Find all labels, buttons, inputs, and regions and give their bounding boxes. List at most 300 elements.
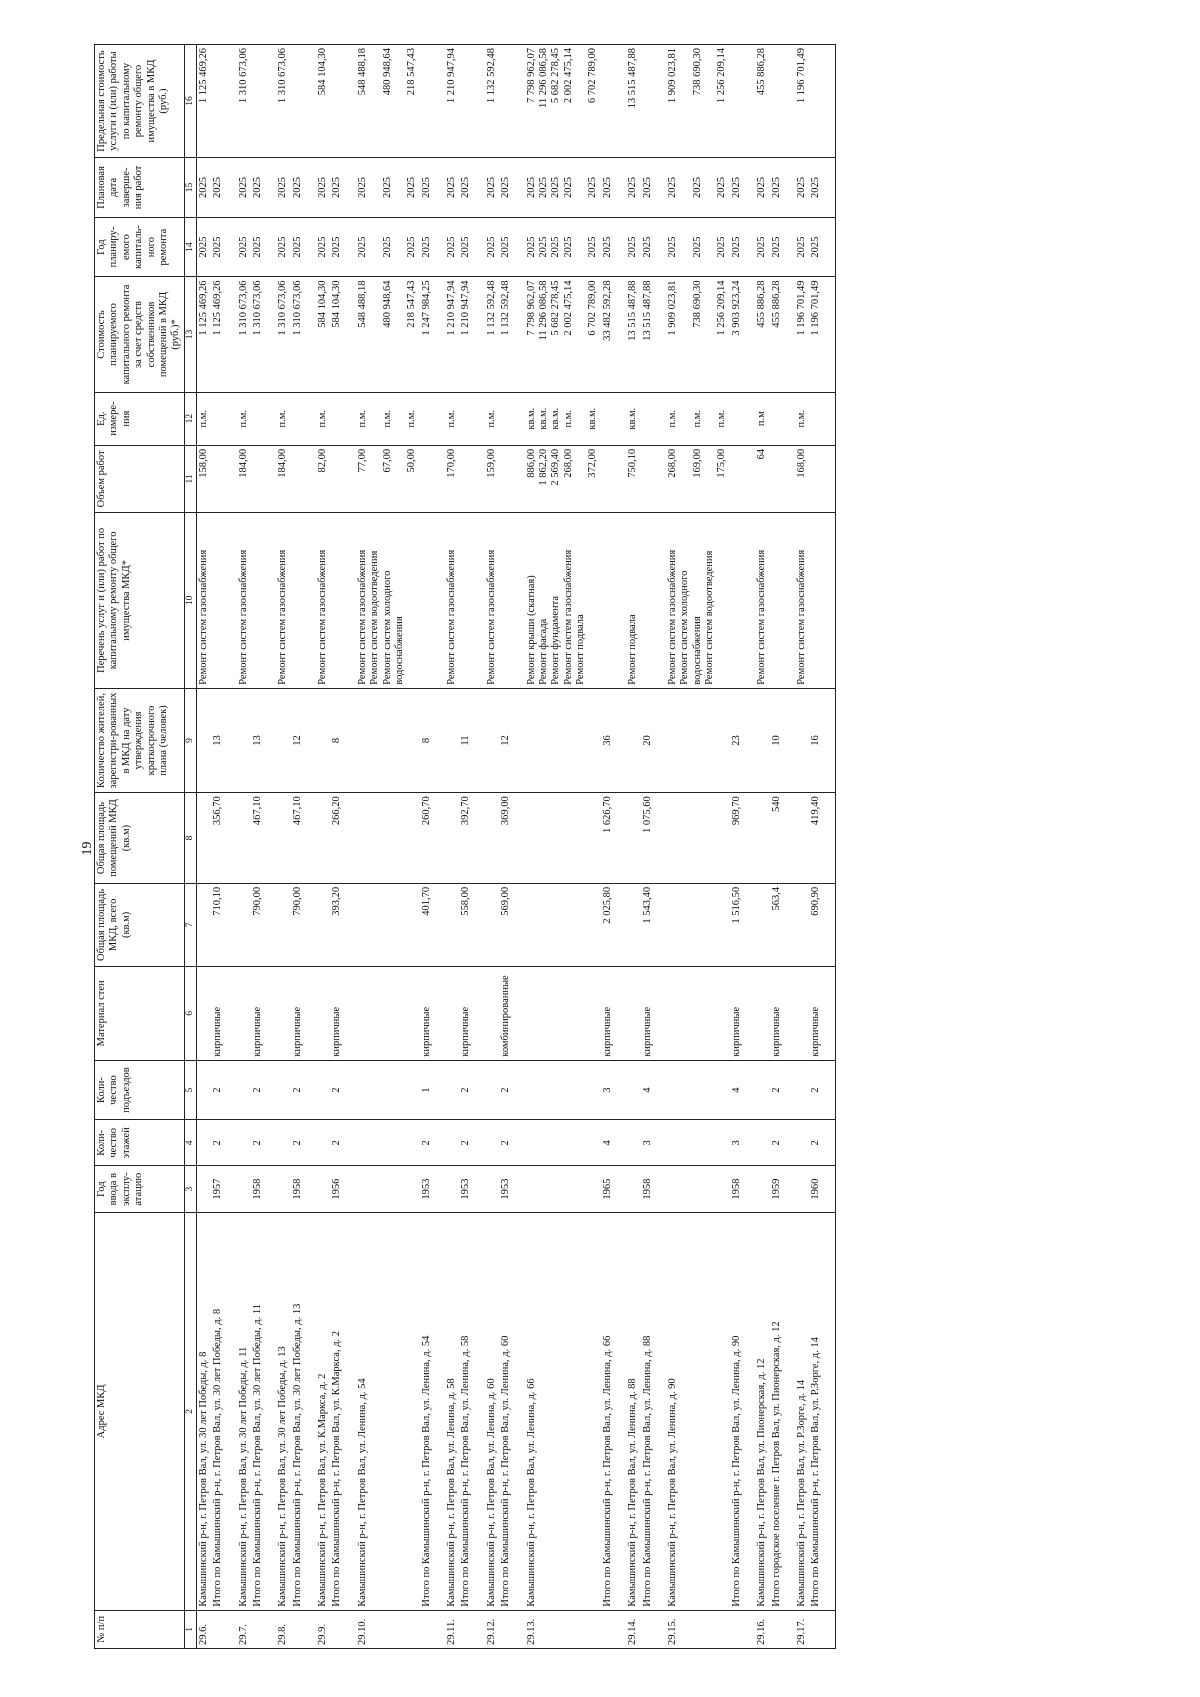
cell-limit: 455 886,28	[755, 45, 769, 158]
cell-area: 393,20	[330, 883, 355, 966]
cell-addr: Итого по Камышинский р-н, г. Петров Вал, ул. 30 лет Победы, д. 11	[251, 1213, 276, 1611]
cell-works: Ремонт систем газоснабжения	[795, 512, 809, 688]
cell-floors: 2	[459, 1120, 484, 1166]
cell-area-rooms: 1 075,60	[641, 793, 666, 884]
cell-works: Ремонт подвала	[626, 512, 640, 688]
cell-cost: 3 903 923,24	[730, 277, 755, 392]
empty-cell	[809, 445, 835, 512]
empty-cell	[291, 45, 316, 158]
cell-addr: Камышинский р-н, г. Петров Вал, ул. Пионерская, д. 12	[755, 1213, 769, 1611]
empty-cell	[499, 445, 524, 512]
empty-cell	[809, 1610, 835, 1648]
empty-cell	[211, 445, 236, 512]
cell-addr: Итого по Камышинский р-н, г. Петров Вал, ул. Ленина, д. 54	[420, 1213, 445, 1611]
cell-year-built: 1956	[330, 1166, 355, 1213]
empty-cell	[601, 1610, 626, 1648]
column-header: Год ввода в эксплу-атацию	[95, 1166, 185, 1213]
column-header: Коли-чество подъездов	[95, 1060, 185, 1120]
cell-residents: 16	[809, 688, 835, 792]
cell-date: 2025	[626, 158, 640, 218]
cell-date: 2025	[211, 158, 236, 218]
empty-cell	[755, 793, 769, 884]
empty-cell	[626, 1060, 640, 1120]
empty-cell	[730, 45, 755, 158]
cell-area: 563,4	[770, 883, 795, 966]
cell-date: 2025 2025 2025	[356, 158, 420, 218]
cell-unit: п.м.	[445, 392, 459, 445]
empty-cell	[211, 45, 236, 158]
empty-cell	[626, 1120, 640, 1166]
cell-area: 1 543,40	[641, 883, 666, 966]
empty-cell	[459, 1610, 484, 1648]
cell-walls: кирпичные	[459, 966, 484, 1060]
empty-cell	[730, 512, 755, 688]
column-number: 1	[184, 1610, 196, 1648]
cell-num: 29.13.	[525, 1610, 601, 1648]
cell-volume: 886,00 1 862,20 2 569,40 268,00 372,00	[525, 445, 601, 512]
empty-cell	[445, 883, 459, 966]
empty-cell	[795, 966, 809, 1060]
cell-area: 401,70	[420, 883, 445, 966]
column-header: Коли-чество этажей	[95, 1120, 185, 1166]
cell-works: Ремонт систем газоснабжения	[755, 512, 769, 688]
empty-cell	[251, 392, 276, 445]
cell-year: 2025	[420, 217, 445, 277]
cell-unit: п.м	[755, 392, 769, 445]
empty-cell	[211, 1610, 236, 1648]
empty-cell	[356, 688, 420, 792]
empty-cell	[755, 1120, 769, 1166]
empty-cell	[420, 1610, 445, 1648]
cell-year: 2025	[459, 217, 484, 277]
empty-cell	[445, 1120, 459, 1166]
empty-cell	[251, 512, 276, 688]
cell-cost: 1 196 701,49	[809, 277, 835, 392]
table-row	[666, 45, 730, 1649]
table-row	[795, 45, 809, 1649]
empty-cell	[755, 883, 769, 966]
empty-cell	[626, 883, 640, 966]
empty-cell	[196, 688, 211, 792]
empty-cell	[356, 883, 420, 966]
cell-floors: 2	[770, 1120, 795, 1166]
cell-date: 2025	[459, 158, 484, 218]
cell-limit: 1 909 023,81 738 690,30 1 256 209,14	[666, 45, 730, 158]
total-row	[641, 45, 666, 1649]
cell-residents: 23	[730, 688, 755, 792]
empty-cell	[445, 793, 459, 884]
empty-cell	[666, 883, 730, 966]
column-header: № п/п	[95, 1610, 185, 1648]
cell-addr: Камышинский р-н, г. Петров Вал, ул. Ленина, д. 88	[626, 1213, 640, 1611]
cell-walls: кирпичные	[420, 966, 445, 1060]
table-row	[445, 45, 459, 1649]
cell-cost: 1 125 469,26	[196, 277, 211, 392]
empty-cell	[770, 1610, 795, 1648]
cell-entrances: 2	[770, 1060, 795, 1120]
column-number: 5	[184, 1060, 196, 1120]
cell-year: 2025	[291, 217, 316, 277]
cell-year: 2025	[730, 217, 755, 277]
total-row	[420, 45, 445, 1649]
column-header: Стоимость планируемого капитального ремонта за счет средств собственников помещений в МКД (руб.)*	[95, 277, 185, 392]
empty-cell	[356, 1060, 420, 1120]
empty-cell	[316, 1166, 330, 1213]
cell-year: 2025 2025 2025	[356, 217, 420, 277]
empty-cell	[525, 966, 601, 1060]
cell-volume: 168,00	[795, 445, 809, 512]
empty-cell	[196, 793, 211, 884]
cell-volume: 77,00 67,00 50,00	[356, 445, 420, 512]
empty-cell	[356, 1120, 420, 1166]
cell-addr: Итого по Камышинский р-н, г. Петров Вал, ул. Ленина, д. 88	[641, 1213, 666, 1611]
cell-date: 2025	[291, 158, 316, 218]
cell-works: Ремонт систем газоснабжения	[237, 512, 251, 688]
cell-date: 2025	[445, 158, 459, 218]
total-row	[499, 45, 524, 1649]
total-row	[330, 45, 355, 1649]
column-number: 4	[184, 1120, 196, 1166]
cell-floors: 3	[730, 1120, 755, 1166]
cell-works: Ремонт систем газоснабжения	[485, 512, 499, 688]
cell-year: 2025	[795, 217, 809, 277]
empty-cell	[626, 1166, 640, 1213]
empty-cell	[795, 793, 809, 884]
empty-cell	[730, 445, 755, 512]
empty-cell	[276, 1120, 290, 1166]
cell-entrances: 1	[420, 1060, 445, 1120]
cell-walls: кирпичные	[730, 966, 755, 1060]
cell-year: 2025	[809, 217, 835, 277]
table-row	[196, 45, 211, 1649]
empty-cell	[291, 445, 316, 512]
cell-area-rooms: 392,70	[459, 793, 484, 884]
cell-limit: 1 196 701,49	[795, 45, 809, 158]
empty-cell	[499, 45, 524, 158]
table-row	[237, 45, 251, 1649]
repair-plan-table	[94, 44, 836, 1649]
empty-cell	[666, 966, 730, 1060]
empty-cell	[525, 1060, 601, 1120]
cell-unit: п.м. п.м. п.м.	[666, 392, 730, 445]
cell-volume: 82,00	[316, 445, 330, 512]
empty-cell	[641, 512, 666, 688]
empty-cell	[809, 512, 835, 688]
cell-cost: 1 310 673,06	[237, 277, 251, 392]
column-header: Количество жителей, зарегистри-рованных в МКД на дату утверждения краткосрочного плана (человек)	[95, 688, 185, 792]
column-header: Предельная стоимость услуги и (или) работы по капитальному ремонту общего имущества в МКД (руб.)	[95, 45, 185, 158]
table-header-row	[95, 45, 185, 1649]
empty-cell	[666, 793, 730, 884]
empty-cell	[211, 392, 236, 445]
column-header: Перечень услуг и (или) работ по капитальному ремонту общего имущества МКД*	[95, 512, 185, 688]
empty-cell	[459, 45, 484, 158]
table-row	[755, 45, 769, 1649]
empty-cell	[330, 512, 355, 688]
cell-area-rooms: 1 626,70	[601, 793, 626, 884]
empty-cell	[356, 966, 420, 1060]
empty-cell	[666, 688, 730, 792]
empty-cell	[316, 966, 330, 1060]
column-number: 16	[184, 45, 196, 158]
cell-year-built: 1953	[459, 1166, 484, 1213]
column-header: Объем работ	[95, 445, 185, 512]
empty-cell	[601, 445, 626, 512]
empty-cell	[237, 1166, 251, 1213]
empty-cell	[485, 966, 499, 1060]
cell-year-built: 1957	[211, 1166, 236, 1213]
cell-area: 790,00	[251, 883, 276, 966]
empty-cell	[499, 392, 524, 445]
empty-cell	[641, 445, 666, 512]
column-number: 3	[184, 1166, 196, 1213]
cell-year: 2025	[211, 217, 236, 277]
cell-date: 2025	[755, 158, 769, 218]
cell-volume: 184,00	[276, 445, 290, 512]
empty-cell	[626, 793, 640, 884]
empty-cell	[356, 1166, 420, 1213]
cell-volume: 268,00 169,00 175,00	[666, 445, 730, 512]
cell-addr: Камышинский р-н, г. Петров Вал, ул. 30 лет Победы, д. 13	[276, 1213, 290, 1611]
empty-cell	[626, 688, 640, 792]
cell-area: 1 516,50	[730, 883, 755, 966]
empty-cell	[237, 883, 251, 966]
empty-cell	[525, 688, 601, 792]
cell-cost: 1 132 592,48	[499, 277, 524, 392]
empty-cell	[499, 512, 524, 688]
cell-year-built: 1960	[809, 1166, 835, 1213]
cell-entrances: 3	[601, 1060, 626, 1120]
cell-addr: Камышинский р-н, г. Петров Вал, ул. Р.Зорге, д. 14	[795, 1213, 809, 1611]
cell-area-rooms: 419,40	[809, 793, 835, 884]
cell-addr: Итого по Камышинский р-н, г. Петров Вал, ул. Ленина, д. 58	[459, 1213, 484, 1611]
cell-limit: 1 132 592,48	[485, 45, 499, 158]
cell-limit: 1 310 673,06	[237, 45, 251, 158]
cell-year: 2025 2025 2025 2025 2025	[525, 217, 601, 277]
cell-num: 29.15.	[666, 1610, 730, 1648]
empty-cell	[499, 1610, 524, 1648]
cell-limit: 1 210 947,94	[445, 45, 459, 158]
cell-residents: 13	[211, 688, 236, 792]
cell-cost: 1 125 469,26	[211, 277, 236, 392]
cell-addr: Итого по Камышинский р-н, г. Петров Вал, ул. 30 лет Победы, д. 8	[211, 1213, 236, 1611]
cell-floors: 2	[251, 1120, 276, 1166]
empty-cell	[420, 45, 445, 158]
cell-residents: 8	[330, 688, 355, 792]
cell-cost: 584 104,30	[316, 277, 330, 392]
empty-cell	[276, 1060, 290, 1120]
cell-residents: 13	[251, 688, 276, 792]
table-row	[485, 45, 499, 1649]
cell-addr: Итого по Камышинский р-н, г. Петров Вал, ул. Ленина, д. 90	[730, 1213, 755, 1611]
cell-area: 790,00	[291, 883, 316, 966]
empty-cell	[459, 445, 484, 512]
cell-works: Ремонт систем газоснабжения	[316, 512, 330, 688]
cell-cost: 1 310 673,06	[276, 277, 290, 392]
cell-walls: кирпичные	[601, 966, 626, 1060]
column-number: 9	[184, 688, 196, 792]
cell-year-built: 1953	[499, 1166, 524, 1213]
column-number: 13	[184, 277, 196, 392]
empty-cell	[485, 1120, 499, 1166]
cell-unit: п.м. п.м. п.м.	[356, 392, 420, 445]
empty-cell	[276, 966, 290, 1060]
cell-cost: 1 247 984,25	[420, 277, 445, 392]
cell-floors: 2	[499, 1120, 524, 1166]
cell-date: 2025	[237, 158, 251, 218]
empty-cell	[211, 512, 236, 688]
empty-cell	[276, 1166, 290, 1213]
cell-date: 2025	[601, 158, 626, 218]
table-row	[626, 45, 640, 1649]
cell-num: 29.17.	[795, 1610, 809, 1648]
cell-area-rooms: 369,00	[499, 793, 524, 884]
empty-cell	[420, 392, 445, 445]
column-header: Общая площадь МКД, всего (кв.м)	[95, 883, 185, 966]
cell-year: 2025	[276, 217, 290, 277]
cell-walls: кирпичные	[641, 966, 666, 1060]
column-number: 15	[184, 158, 196, 218]
cell-num: 29.16.	[755, 1610, 769, 1648]
cell-area: 690,90	[809, 883, 835, 966]
cell-addr: Итого по Камышинский р-н, г. Петров Вал, ул. Ленина, д. 66	[601, 1213, 626, 1611]
cell-walls: кирпичные	[251, 966, 276, 1060]
cell-works: Ремонт систем газоснабжения	[276, 512, 290, 688]
cell-limit: 548 488,18 480 948,64 218 547,43	[356, 45, 420, 158]
cell-unit: кв.м. кв.м. кв.м. п.м. кв.м.	[525, 392, 601, 445]
cell-volume: 64	[755, 445, 769, 512]
table-row	[356, 45, 420, 1649]
cell-entrances: 2	[459, 1060, 484, 1120]
empty-cell	[770, 445, 795, 512]
cell-limit: 7 798 962,07 11 296 086,58 5 682 278,45 2 002 475,14 6 702 789,00	[525, 45, 601, 158]
cell-walls: кирпичные	[211, 966, 236, 1060]
cell-addr: Камышинский р-н, г. Петров Вал, ул. К.Маркса, д. 2	[316, 1213, 330, 1611]
empty-cell	[485, 688, 499, 792]
cell-floors: 2	[330, 1120, 355, 1166]
cell-date: 2025	[276, 158, 290, 218]
cell-addr: Камышинский р-н, г. Петров Вал, ул. Ленина, д. 66	[525, 1213, 601, 1611]
cell-year: 2025	[251, 217, 276, 277]
cell-limit: 1 125 469,26	[196, 45, 211, 158]
empty-cell	[251, 45, 276, 158]
cell-cost: 1 210 947,94	[445, 277, 459, 392]
cell-cost: 7 798 962,07 11 296 086,58 5 682 278,45 2 002 475,14 6 702 789,00	[525, 277, 601, 392]
column-number: 8	[184, 793, 196, 884]
cell-unit: п.м.	[196, 392, 211, 445]
cell-volume: 184,00	[237, 445, 251, 512]
empty-cell	[330, 1610, 355, 1648]
empty-cell	[755, 688, 769, 792]
column-header: Год планиру-емого капиталь-ного ремонта	[95, 217, 185, 277]
cell-cost: 1 210 947,94	[459, 277, 484, 392]
cell-addr: Камышинский р-н, г. Петров Вал, ул. Ленина, д. 90	[666, 1213, 730, 1611]
empty-cell	[755, 1166, 769, 1213]
cell-date: 2025	[251, 158, 276, 218]
column-number: 6	[184, 966, 196, 1060]
empty-cell	[316, 883, 330, 966]
cell-year: 2025	[641, 217, 666, 277]
cell-addr: Камышинский р-н, г. Петров Вал, ул. 30 лет Победы, д. 8	[196, 1213, 211, 1611]
cell-addr: Итого по Камышинский р-н, г. Петров Вал, ул. Ленина, д. 60	[499, 1213, 524, 1611]
empty-cell	[445, 688, 459, 792]
empty-cell	[795, 688, 809, 792]
cell-cost: 548 488,18 480 948,64 218 547,43	[356, 277, 420, 392]
cell-entrances: 2	[499, 1060, 524, 1120]
cell-limit: 1 310 673,06	[276, 45, 290, 158]
cell-area-rooms: 266,20	[330, 793, 355, 884]
empty-cell	[755, 1060, 769, 1120]
cell-cost: 13 515 487,88	[626, 277, 640, 392]
cell-floors: 2	[291, 1120, 316, 1166]
cell-cost: 1 132 592,48	[485, 277, 499, 392]
cell-year: 2025 2025 2025	[666, 217, 730, 277]
empty-cell	[316, 793, 330, 884]
cell-date: 2025	[795, 158, 809, 218]
cell-year: 2025	[755, 217, 769, 277]
cell-residents: 10	[770, 688, 795, 792]
cell-addr: Камышинский р-н, г. Петров Вал, ул. 30 лет Победы, д. 11	[237, 1213, 251, 1611]
cell-year: 2025	[445, 217, 459, 277]
cell-area-rooms: 467,10	[251, 793, 276, 884]
empty-cell	[485, 1060, 499, 1120]
cell-num: 29.11.	[445, 1610, 459, 1648]
empty-cell	[525, 1120, 601, 1166]
cell-year: 2025	[601, 217, 626, 277]
empty-cell	[420, 445, 445, 512]
empty-cell	[525, 883, 601, 966]
cell-cost: 1 909 023,81 738 690,30 1 256 209,14	[666, 277, 730, 392]
cell-works: Ремонт систем газоснабжения	[445, 512, 459, 688]
cell-addr: Итого по Камышинский р-н, г. Петров Вал, ул. Р.Зорге, д. 14	[809, 1213, 835, 1611]
cell-floors: 2	[809, 1120, 835, 1166]
total-row	[809, 45, 835, 1649]
empty-cell	[316, 688, 330, 792]
empty-cell	[237, 1120, 251, 1166]
cell-unit: п.м.	[276, 392, 290, 445]
column-number: 14	[184, 217, 196, 277]
total-row	[730, 45, 755, 1649]
cell-date: 2025	[809, 158, 835, 218]
empty-cell	[459, 392, 484, 445]
cell-area: 710,10	[211, 883, 236, 966]
cell-residents: 12	[499, 688, 524, 792]
empty-cell	[445, 1060, 459, 1120]
cell-entrances: 2	[330, 1060, 355, 1120]
empty-cell	[666, 1120, 730, 1166]
cell-residents: 8	[420, 688, 445, 792]
cell-year-built: 1958	[251, 1166, 276, 1213]
empty-cell	[795, 1060, 809, 1120]
cell-num: 29.14.	[626, 1610, 640, 1648]
empty-cell	[356, 793, 420, 884]
cell-num: 29.6.	[196, 1610, 211, 1648]
cell-walls: кирпичные	[770, 966, 795, 1060]
cell-entrances: 4	[641, 1060, 666, 1120]
column-header: Плановая дата заверше-ния работ	[95, 158, 185, 218]
cell-area-rooms: 467,10	[291, 793, 316, 884]
empty-cell	[291, 1610, 316, 1648]
cell-num: 29.8.	[276, 1610, 290, 1648]
cell-entrances: 4	[730, 1060, 755, 1120]
empty-cell	[196, 966, 211, 1060]
cell-residents: 36	[601, 688, 626, 792]
cell-walls: комбинированные	[499, 966, 524, 1060]
cell-unit: кв.м.	[626, 392, 640, 445]
cell-works: Ремонт систем газоснабжения	[196, 512, 211, 688]
empty-cell	[196, 1166, 211, 1213]
cell-limit: 13 515 487,88	[626, 45, 640, 158]
